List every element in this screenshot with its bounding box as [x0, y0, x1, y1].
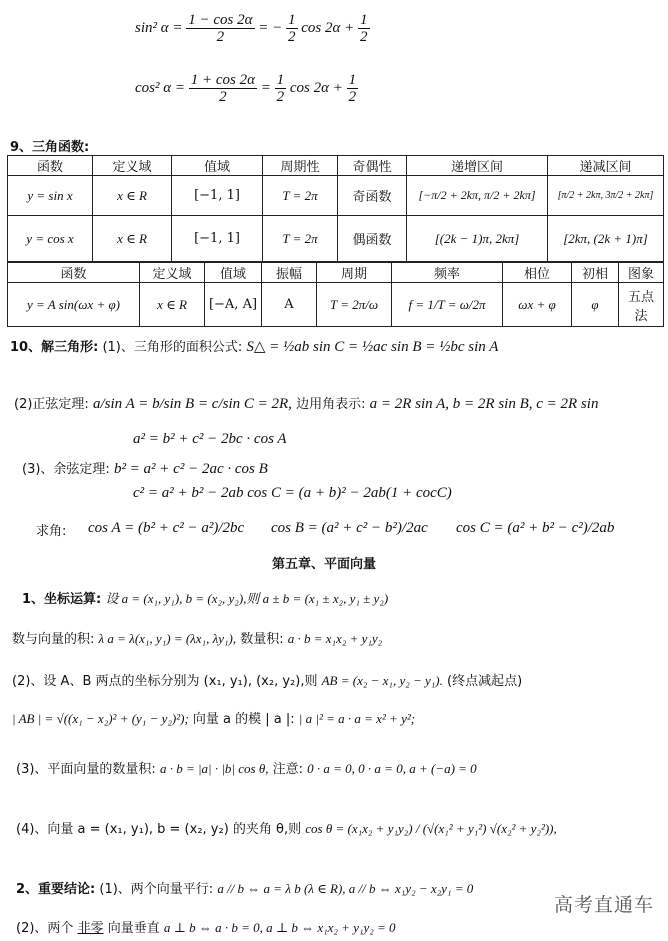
- modulus-line: [12, 708, 415, 727]
- solve-angle-label: 求角:: [36, 524, 67, 539]
- cosine-law-a: a² = b² + c² − 2bc · cos A: [133, 431, 287, 447]
- angle-line: [16, 818, 557, 837]
- header-cell: 函数: [8, 263, 140, 283]
- table-cell: 五点法: [619, 283, 664, 327]
- projection-formula: a · b = |a| · |b| cos θ,: [159, 761, 269, 776]
- projection-label: (3)、平面向量的数量积:: [16, 762, 156, 777]
- sine-law-formula: a/sin A = b/sin B = c/sin C = 2R,: [92, 396, 292, 412]
- header-cell: 函数: [8, 156, 93, 176]
- header-cell: 周期: [317, 263, 392, 283]
- header-cell: 相位: [503, 263, 572, 283]
- table-row: [8, 176, 664, 216]
- header-cell: 图象: [619, 263, 664, 283]
- scalar-product-line: [12, 628, 382, 647]
- table-row: [8, 216, 664, 262]
- note-formula: 0 · a = 0, 0 · a = 0, a + (−a) = 0: [307, 761, 477, 776]
- table-cell: y = A sin(ωx + φ): [8, 283, 140, 327]
- cosine-law-label: (3)、余弦定理:: [22, 462, 110, 477]
- sine-edge-label: 边用角表示:: [296, 397, 366, 412]
- table-cell: [−1, 1]: [172, 176, 263, 216]
- section10-title: 10、解三角形:: [10, 340, 99, 355]
- table-cell: [π/2 + 2kπ, 3π/2 + 2kπ]: [548, 176, 664, 216]
- header-cell: 定义域: [93, 156, 172, 176]
- header-cell: 递增区间: [407, 156, 548, 176]
- cos-b-formula: cos B = (a² + c² − b²)/2ac: [271, 520, 428, 536]
- perp-label2: 向量垂直: [107, 921, 160, 936]
- triangle-area-line: [10, 336, 498, 356]
- angle-label: (4)、向量 a = (x₁, y₁), b = (x₂, y₂) 的夹角 θ,则: [16, 822, 302, 837]
- header-cell: 递减区间: [548, 156, 664, 176]
- table-cell: T = 2π: [263, 216, 338, 262]
- chapter5-title: 第五章、平面向量: [272, 557, 377, 572]
- conclusion-title: 2、重要结论:: [16, 882, 96, 897]
- solve-angle-line: [36, 520, 66, 539]
- table-header-row: [8, 156, 664, 176]
- table-cell: [−π/2 + 2kπ, π/2 + 2kπ]: [407, 176, 548, 216]
- sinusoid-table: [7, 262, 664, 327]
- perpendicular-line: [16, 917, 396, 936]
- cos-a-formula: cos A = (b² + c² − a²)/2bc: [88, 520, 245, 536]
- header-cell: 频率: [392, 263, 503, 283]
- table-cell: [2kπ, (2k + 1)π]: [548, 216, 664, 262]
- scalar-formula: λ a = λ(x₁, y₁) = (λx₁, λy₁),: [98, 631, 237, 646]
- table-cell: x ∈ R: [93, 216, 172, 262]
- table-cell: 奇函数: [338, 176, 407, 216]
- ab-note: (终点减起点): [447, 674, 523, 689]
- perp-label: (2)、两个: [16, 921, 74, 936]
- parallel-line: [16, 878, 473, 897]
- ab-formula: AB = (x₂ − x₁, y₂ − y₁).: [321, 673, 443, 688]
- watermark-text: 高考直通车: [553, 894, 654, 916]
- modulus-squared-formula: | a |² = a · a = x² + y²;: [298, 711, 416, 726]
- header-cell: 值域: [172, 156, 263, 176]
- table-cell: A: [262, 283, 317, 327]
- table-cell: x ∈ R: [93, 176, 172, 216]
- coord-title: 1、坐标运算:: [22, 592, 102, 607]
- table-cell: [−1, 1]: [172, 216, 263, 262]
- table-cell: T = 2π: [263, 176, 338, 216]
- dot-formula: a · b = x₁x₂ + y₁y₂: [287, 631, 383, 646]
- coord-text: 设 a = (x₁, y₁), b = (x₂, y₂),则 a ± b = (x₁ ± x₂, y₁ ± y₂): [105, 591, 389, 606]
- coordinate-ops-line: [22, 588, 388, 607]
- header-cell: 奇偶性: [338, 156, 407, 176]
- section9-title: 9、三角函数:: [10, 140, 90, 155]
- dot-label: 数量积:: [240, 632, 284, 647]
- header-cell: 初相: [572, 263, 619, 283]
- header-cell: 振幅: [262, 263, 317, 283]
- table-cell: 偶函数: [338, 216, 407, 262]
- area-formula: S△ = ½ab sin C = ½ac sin B = ½bc sin A: [246, 339, 499, 355]
- dot-product-line: [16, 758, 477, 777]
- cos-c-formula: cos C = (a² + b² − c²)/2ab: [456, 520, 615, 536]
- table-cell: φ: [572, 283, 619, 327]
- table-cell: y = cos x: [8, 216, 93, 262]
- header-cell: 周期性: [263, 156, 338, 176]
- table-cell: [−A, A]: [205, 283, 262, 327]
- angle-formula: cos θ = (x₁x₂ + y₁y₂) / (√(x₁² + y₁²) √(x₂² + y₂²)),: [305, 821, 557, 836]
- scalar-label: 数与向量的积:: [12, 632, 95, 647]
- cos-squared-formula: cos² α = $\frac{1 + \cos 2\alpha}{2}$ = $\frac{1}{2}$ cos 2α + $\frac{1}{2}$: [135, 72, 357, 105]
- modulus-formula: | AB | = √((x₁ − x₂)² + (y₁ − y₂)²);: [12, 711, 189, 726]
- perp-nonzero: 非零: [77, 921, 104, 936]
- table-cell: f = 1/T = ω/2π: [392, 283, 503, 327]
- table-cell: y = sin x: [8, 176, 93, 216]
- cosine-law-b-line: [22, 458, 268, 478]
- perp-formula: a ⊥ b ⇔ a · b = 0, a ⊥ b ⇔ x₁x₂ + y₁y₂ = 0: [163, 920, 396, 935]
- ab-label: (2)、设 A、B 两点的坐标分别为 (x₁, y₁), (x₂, y₂),则: [12, 674, 318, 689]
- table-cell: T = 2π/ω: [317, 283, 392, 327]
- sine-law-label: (2)正弦定理:: [14, 397, 89, 412]
- modulus-label: 向量 a 的模 | a |:: [192, 712, 295, 727]
- trig-function-table: [7, 155, 664, 262]
- cosine-law-b: b² = a² + c² − 2ac · cos B: [113, 461, 268, 477]
- table-cell: ωx + φ: [503, 283, 572, 327]
- table-cell: x ∈ R: [140, 283, 205, 327]
- table-row: [8, 283, 664, 327]
- header-cell: 定义域: [140, 263, 205, 283]
- table-cell: [(2k − 1)π, 2kπ]: [407, 216, 548, 262]
- sine-law-line: [14, 393, 598, 413]
- parallel-formula: a // b ⇔ a = λ b (λ ∈ R), a // b ⇔ x₁y₂ − x₂y₁ = 0: [217, 881, 474, 896]
- header-cell: 值域: [205, 263, 262, 283]
- sine-edge-formula: a = 2R sin A, b = 2R sin B, c = 2R sin: [369, 396, 599, 412]
- parallel-label: (1)、两个向量平行:: [99, 882, 214, 897]
- cosine-law-c: c² = a² + b² − 2ab cos C = (a + b)² − 2ab(1 + cocC): [133, 485, 452, 501]
- sin-squared-formula: sin² α = $\frac{1 - \cos 2\alpha}{2}$ = − $\frac{1}{2}$ cos 2α + $\frac{1}{2}$: [135, 12, 368, 45]
- area-label: (1)、三角形的面积公式:: [102, 340, 243, 355]
- ab-vector-line: [12, 670, 522, 689]
- table-header-row: [8, 263, 664, 283]
- note-label: 注意:: [272, 762, 304, 777]
